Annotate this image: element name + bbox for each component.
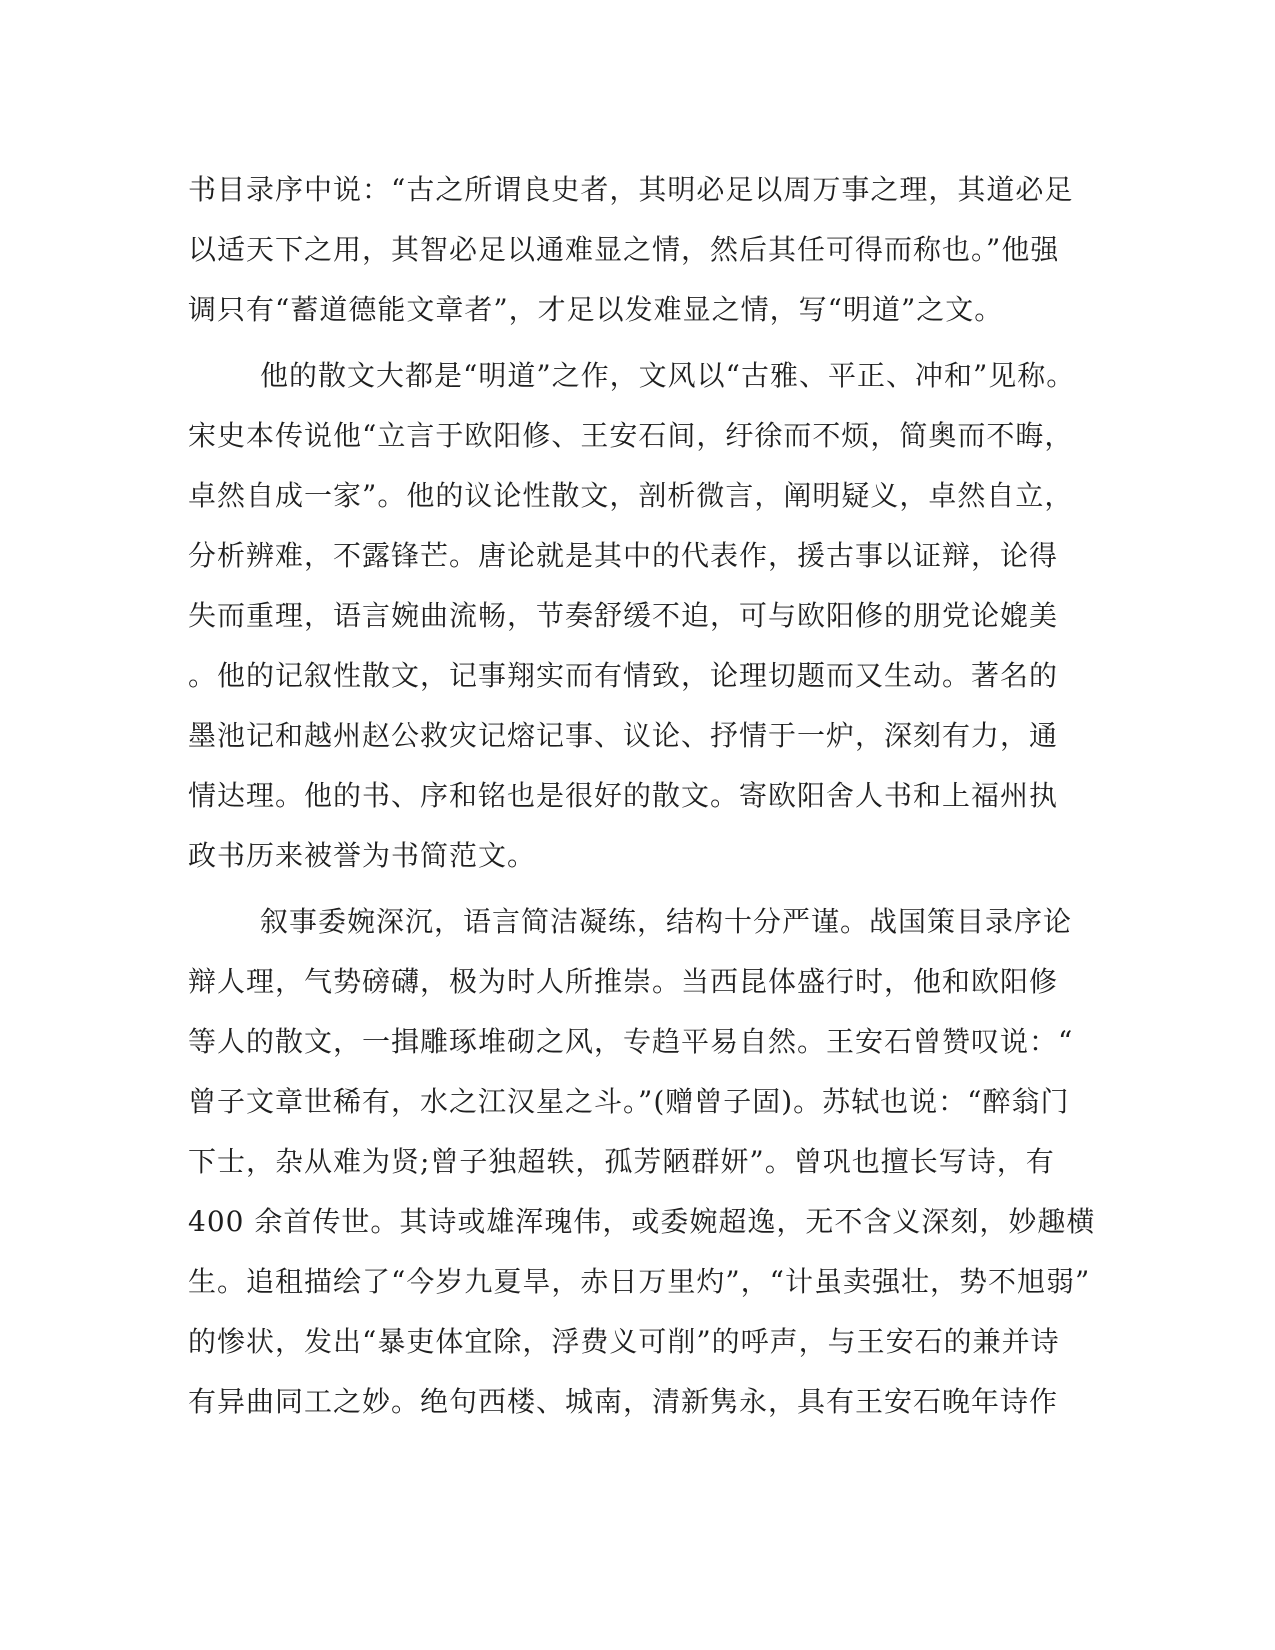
text-line: 政书历来被誉为书简范文。 bbox=[188, 839, 537, 872]
text-line: 。他的记叙性散文，记事翔实而有情致，论理切题而又生动。著名的 bbox=[188, 659, 1059, 692]
text-line: 分析辨难，不露锋芒。唐论就是其中的代表作，援古事以证辩，论得 bbox=[188, 539, 1059, 572]
text-line: 下士，杂从难为贤;曾子独超轶，孤芳陋群妍”。曾巩也擅长写诗，有 bbox=[188, 1145, 1055, 1178]
paragraph-first-line: 他的散文大都是“明道”之作，文风以“古雅、平正、冲和”见称。 bbox=[260, 359, 1076, 392]
text-line: 的惨状，发出“暴吏体宜除，浮费义可削”的呼声，与王安石的兼并诗 bbox=[188, 1325, 1060, 1358]
text-line: 有异曲同工之妙。绝句西楼、城南，清新隽永，具有王安石晚年诗作 bbox=[188, 1385, 1059, 1418]
text-line: 400 余首传世。其诗或雄浑瑰伟，或委婉超逸，无不含义深刻，妙趣横 bbox=[188, 1205, 1096, 1238]
text-line: 卓然自成一家”。他的议论性散文，剖析微言，阐明疑义，卓然自立， bbox=[188, 479, 1074, 512]
text-line: 以适天下之用，其智必足以通难显之情，然后其任可得而称也。”他强 bbox=[188, 233, 1060, 266]
text-line: 失而重理，语言婉曲流畅，节奏舒缓不迫，可与欧阳修的朋党论媲美 bbox=[188, 599, 1059, 632]
body-text bbox=[188, 160, 1096, 1432]
text-line: 宋史本传说他“立言于欧阳修、王安石间，纡徐而不烦，简奥而不晦， bbox=[188, 419, 1074, 452]
text-line: 生。追租描绘了“今岁九夏旱，赤日万里灼”，“计虽卖强壮，势不旭弱” bbox=[188, 1265, 1091, 1298]
paragraph-first-line: 叙事委婉深沉，语言简洁凝练，结构十分严谨。战国策目录序论 bbox=[260, 905, 1073, 938]
text-line: 书目录序中说：“古之所谓良史者，其明必足以周万事之理，其道必足 bbox=[188, 173, 1074, 206]
text-line: 情达理。他的书、序和铭也是很好的散文。寄欧阳舍人书和上福州执 bbox=[188, 779, 1059, 812]
text-line: 辩人理，气势磅礴，极为时人所推崇。当西昆体盛行时，他和欧阳修 bbox=[188, 965, 1059, 998]
text-line: 等人的散文，一揖雕琢堆砌之风，专趋平易自然。王安石曾赞叹说：“ bbox=[188, 1025, 1074, 1058]
text-line: 曾子文章世稀有，水之江汉星之斗。”(赠曾子固)。苏轼也说：“醉翁门 bbox=[188, 1085, 1070, 1118]
text-line: 墨池记和越州赵公救灾记熔记事、议论、抒情于一炉，深刻有力，通 bbox=[188, 719, 1059, 752]
text-line: 调只有“蓄道德能文章者”，才足以发难显之情，写“明道”之文。 bbox=[188, 293, 1004, 326]
